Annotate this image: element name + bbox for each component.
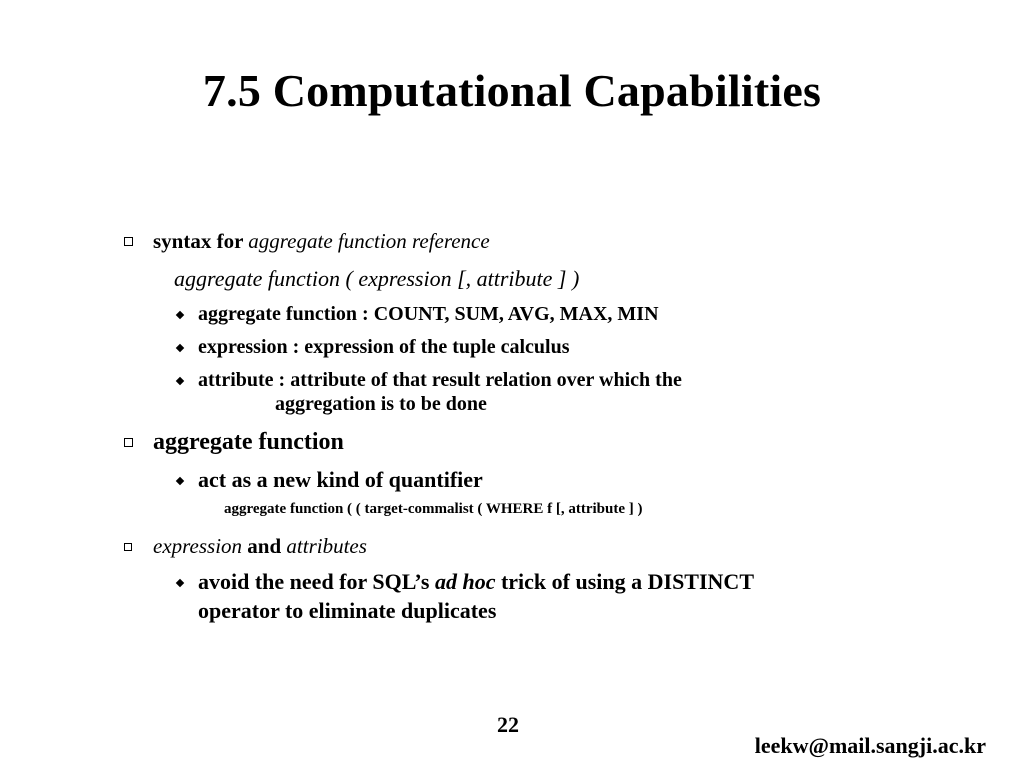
sub-item-aggregate-function: aggregate function : COUNT, SUM, AVG, MAX, MIN: [198, 303, 659, 325]
bullet-syntax-emphasis: aggregate function reference: [248, 229, 490, 253]
bullet3-attributes: attributes: [286, 534, 367, 558]
slide-title: 7.5 Computational Capabilities: [202, 65, 822, 116]
diamond-bullet-icon: [176, 377, 184, 385]
sub-item-expression: expression : expression of the tuple calculus: [198, 336, 570, 358]
square-bullet-icon: [124, 438, 133, 447]
sub-item-attribute-continuation: aggregation is to be done: [275, 393, 487, 415]
page-number: 22: [497, 712, 519, 737]
bullet3-and: and: [242, 534, 287, 558]
bullet-aggregate-function: aggregate function: [153, 429, 344, 455]
sub-item-quantifier: act as a new kind of quantifier: [198, 467, 483, 492]
syntax-line: aggregate function ( expression [, attribute ] ): [174, 266, 580, 291]
sub-item-attribute: attribute : attribute of that result relation over which the: [198, 369, 682, 391]
sub-item-avoid-distinct: [198, 568, 754, 596]
bullet-syntax-prefix: syntax for: [153, 229, 249, 253]
square-bullet-icon: [124, 237, 133, 246]
square-bullet-icon: [124, 543, 132, 551]
bullet-expression-attributes: [153, 533, 367, 559]
diamond-bullet-icon: [176, 579, 184, 587]
bullet-syntax-heading: [153, 228, 490, 254]
sub-item-avoid-distinct-line2: operator to eliminate duplicates: [198, 598, 497, 623]
avoid-adhoc: ad hoc: [434, 569, 496, 594]
avoid-part1: avoid the need for SQL’s: [198, 569, 435, 594]
diamond-bullet-icon: [176, 344, 184, 352]
diamond-bullet-icon: [176, 477, 184, 485]
avoid-part3: trick of using a DISTINCT: [495, 569, 754, 594]
quantifier-syntax-line: aggregate function ( ( target-commalist ( WHERE f [, attribute ] ): [224, 501, 643, 517]
author-email: leekw@mail.sangji.ac.kr: [754, 733, 986, 758]
diamond-bullet-icon: [176, 311, 184, 319]
bullet3-expression: expression: [153, 534, 243, 558]
